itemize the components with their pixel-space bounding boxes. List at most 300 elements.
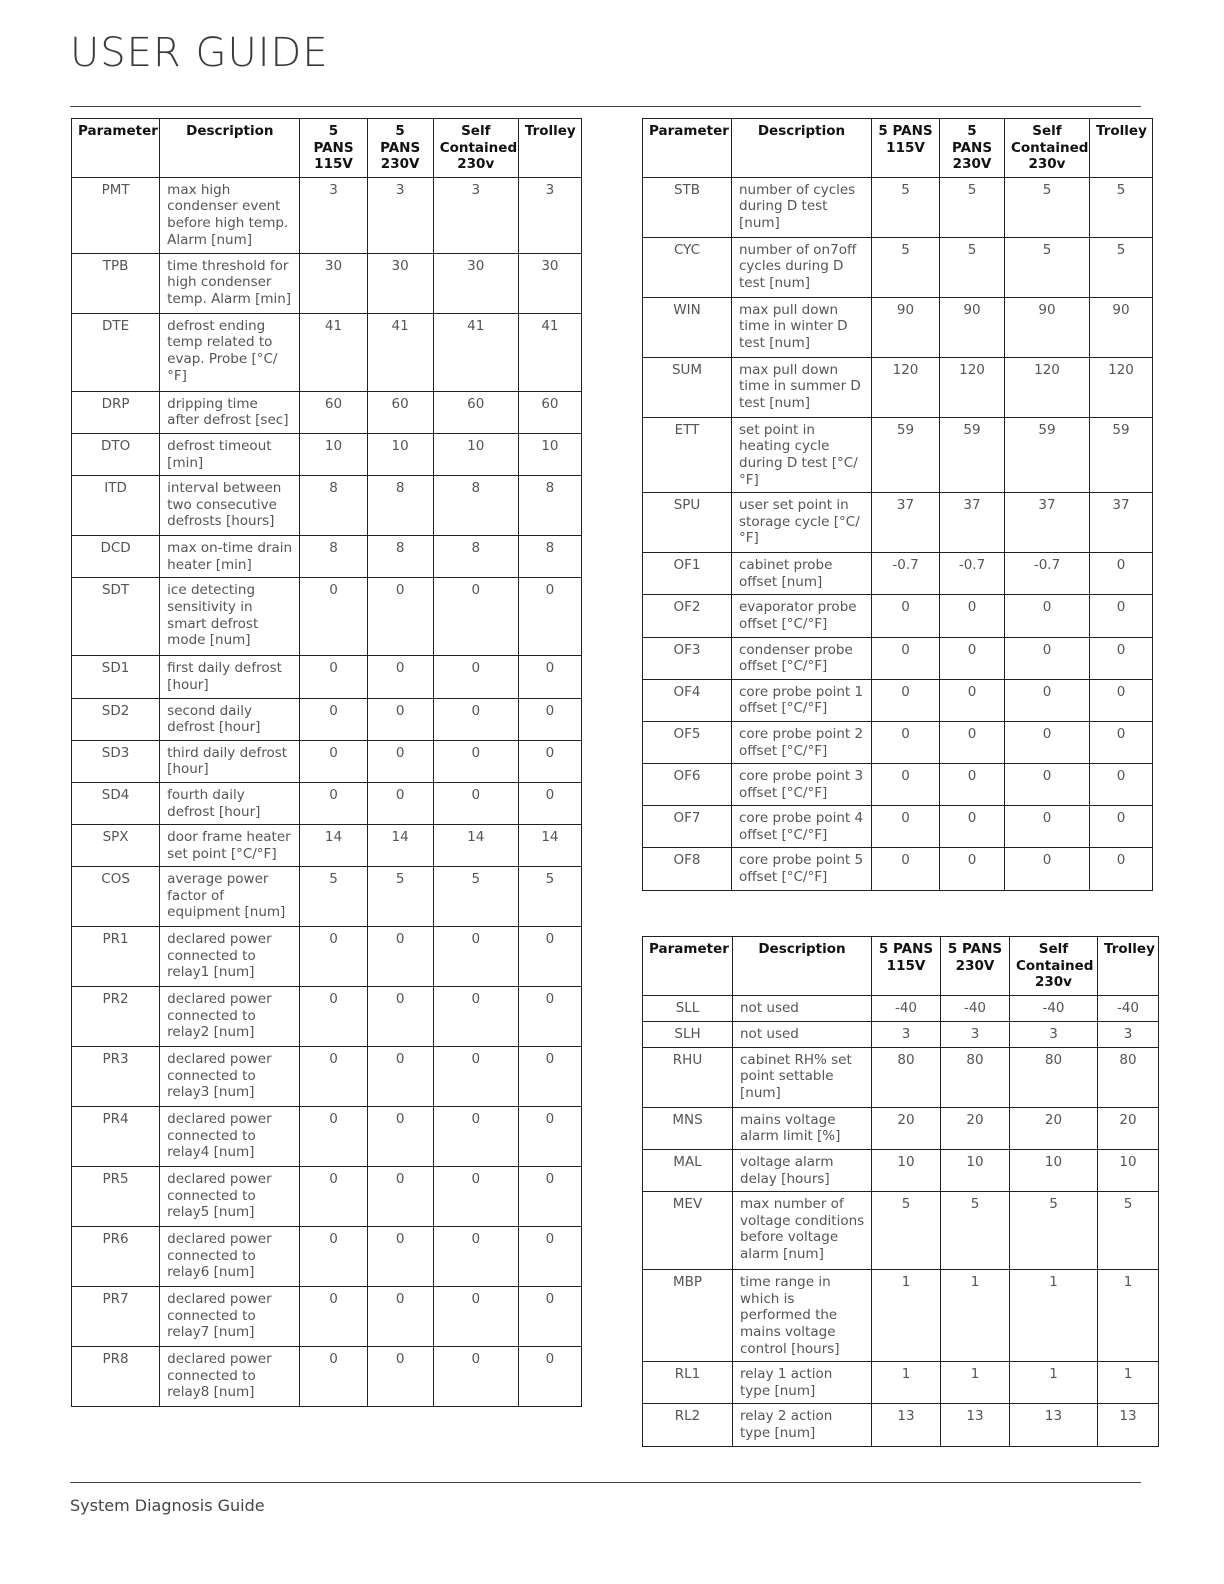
table-row	[643, 595, 1153, 637]
parameter-code: PR6	[72, 1227, 160, 1287]
parameter-value: 0	[433, 1227, 518, 1287]
table-row	[643, 297, 1153, 357]
parameter-value: 0	[872, 848, 940, 890]
parameter-value: 20	[941, 1107, 1010, 1149]
parameter-code: PMT	[72, 177, 160, 253]
parameter-value: 0	[367, 578, 433, 656]
parameter-description: not used	[733, 1021, 872, 1047]
parameter-value: 37	[940, 493, 1005, 553]
column-header: 5 PANS 115V	[872, 937, 941, 996]
table-header-row	[72, 119, 582, 178]
parameter-value: 80	[872, 1047, 941, 1107]
parameter-value: -40	[1010, 995, 1098, 1021]
parameter-description: declared power connected to relay5 [num]	[160, 1167, 300, 1227]
column-header: Description	[160, 119, 300, 178]
table-row	[643, 1362, 1159, 1404]
parameter-value: 8	[300, 536, 367, 578]
parameter-value: 3	[941, 1021, 1010, 1047]
parameter-description: time range in which is performed the mains voltage control [hours]	[733, 1270, 872, 1362]
table-row	[643, 177, 1153, 237]
parameter-description: mains voltage alarm limit [%]	[733, 1107, 872, 1149]
parameter-value: 13	[1010, 1404, 1098, 1446]
table-row	[72, 253, 582, 313]
table-row	[643, 1149, 1159, 1191]
parameter-table-right-top	[642, 118, 1153, 891]
parameter-value: 14	[518, 825, 581, 867]
parameter-value: -40	[872, 995, 941, 1021]
parameter-value: 10	[300, 433, 367, 475]
parameter-description: declared power connected to relay3 [num]	[160, 1047, 300, 1107]
parameter-value: 0	[300, 927, 367, 987]
parameter-value: 0	[940, 595, 1005, 637]
parameter-code: PR3	[72, 1047, 160, 1107]
parameter-value: 10	[367, 433, 433, 475]
parameter-description: core probe point 1 offset [°C/°F]	[732, 679, 872, 721]
parameter-value: 0	[940, 721, 1005, 763]
column-header: 5 PANS 230V	[941, 937, 1010, 996]
parameter-code: OF3	[643, 637, 732, 679]
parameter-value: 60	[367, 391, 433, 433]
parameter-value: 5	[1098, 1192, 1159, 1270]
parameter-code: PR5	[72, 1167, 160, 1227]
parameter-value: 30	[367, 253, 433, 313]
parameter-code: MAL	[643, 1149, 733, 1191]
table-header-row	[643, 119, 1153, 178]
table-row	[643, 764, 1153, 806]
parameter-value: -0.7	[940, 553, 1005, 595]
parameter-value: 8	[367, 536, 433, 578]
parameter-value: 5	[300, 867, 367, 927]
parameter-description: relay 1 action type [num]	[733, 1362, 872, 1404]
parameter-value: 0	[518, 987, 581, 1047]
parameter-value: 13	[872, 1404, 941, 1446]
parameter-value: 0	[518, 1167, 581, 1227]
parameter-value: 3	[1010, 1021, 1098, 1047]
parameter-description: max on-time drain heater [min]	[160, 536, 300, 578]
parameter-value: 10	[518, 433, 581, 475]
column-header: Self Contained 230v	[433, 119, 518, 178]
parameter-description: number of cycles during D test [num]	[732, 177, 872, 237]
parameter-description: interval between two consecutive defrosts [hours]	[160, 476, 300, 536]
parameter-value: 0	[1090, 721, 1153, 763]
parameter-code: COS	[72, 867, 160, 927]
parameter-value: 14	[433, 825, 518, 867]
column-header: Parameter	[72, 119, 160, 178]
parameter-value: 0	[433, 578, 518, 656]
table-row	[643, 806, 1153, 848]
parameter-description: core probe point 4 offset [°C/°F]	[732, 806, 872, 848]
parameter-description: declared power connected to relay4 [num]	[160, 1107, 300, 1167]
parameter-value: 5	[367, 867, 433, 927]
parameter-value: 0	[367, 1227, 433, 1287]
parameter-value: 0	[872, 679, 940, 721]
parameter-code: DTE	[72, 313, 160, 391]
parameter-value: 13	[941, 1404, 1010, 1446]
parameter-value: 0	[300, 1047, 367, 1107]
parameter-value: 5	[940, 177, 1005, 237]
parameter-description: core probe point 3 offset [°C/°F]	[732, 764, 872, 806]
parameter-code: RL2	[643, 1404, 733, 1446]
parameter-value: 90	[940, 297, 1005, 357]
header-divider	[70, 106, 1141, 107]
parameter-description: core probe point 2 offset [°C/°F]	[732, 721, 872, 763]
parameter-value: 0	[300, 1227, 367, 1287]
parameter-code: SPX	[72, 825, 160, 867]
table-row	[643, 1021, 1159, 1047]
table-row	[643, 637, 1153, 679]
table-row	[72, 1287, 582, 1347]
parameter-value: 5	[1005, 237, 1090, 297]
table-row	[72, 927, 582, 987]
parameter-value: 0	[367, 927, 433, 987]
parameter-value: 60	[518, 391, 581, 433]
parameter-value: 1	[941, 1270, 1010, 1362]
column-header: Description	[733, 937, 872, 996]
parameter-value: 0	[940, 806, 1005, 848]
parameter-value: 0	[518, 656, 581, 698]
parameter-description: declared power connected to relay7 [num]	[160, 1287, 300, 1347]
table-row	[72, 740, 582, 782]
table-row	[72, 177, 582, 253]
parameter-value: 41	[367, 313, 433, 391]
parameter-value: 5	[1090, 237, 1153, 297]
parameter-code: PR1	[72, 927, 160, 987]
parameter-description: max pull down time in winter D test [num]	[732, 297, 872, 357]
parameter-value: 0	[300, 782, 367, 824]
parameter-description: fourth daily defrost [hour]	[160, 782, 300, 824]
parameter-value: 120	[1090, 357, 1153, 417]
parameter-value: 20	[1098, 1107, 1159, 1149]
parameter-code: DTO	[72, 433, 160, 475]
parameter-value: 0	[1005, 721, 1090, 763]
parameter-value: 0	[518, 740, 581, 782]
parameter-value: 0	[872, 595, 940, 637]
parameter-value: 120	[872, 357, 940, 417]
parameter-code: RHU	[643, 1047, 733, 1107]
parameter-code: SD4	[72, 782, 160, 824]
parameter-value: 0	[1005, 679, 1090, 721]
table-row	[72, 867, 582, 927]
parameter-value: 0	[518, 698, 581, 740]
parameter-code: SLL	[643, 995, 733, 1021]
parameter-value: 8	[433, 536, 518, 578]
column-header: Parameter	[643, 119, 732, 178]
parameter-description: ice detecting sensitivity in smart defrost mode [num]	[160, 578, 300, 656]
parameter-value: 0	[367, 1047, 433, 1107]
parameter-value: 0	[518, 927, 581, 987]
parameter-value: 0	[1005, 806, 1090, 848]
parameter-value: 0	[367, 740, 433, 782]
parameter-code: DRP	[72, 391, 160, 433]
parameter-value: 5	[941, 1192, 1010, 1270]
table-row	[643, 1192, 1159, 1270]
parameter-value: 37	[872, 493, 940, 553]
parameter-code: STB	[643, 177, 732, 237]
parameter-code: SPU	[643, 493, 732, 553]
parameter-value: 14	[300, 825, 367, 867]
table-row	[72, 1107, 582, 1167]
parameter-value: 0	[940, 637, 1005, 679]
parameter-code: SD1	[72, 656, 160, 698]
parameter-value: 0	[433, 656, 518, 698]
parameter-value: 59	[940, 417, 1005, 492]
table-row	[72, 536, 582, 578]
parameter-description: number of on7off cycles during D test [num]	[732, 237, 872, 297]
parameter-code: MBP	[643, 1270, 733, 1362]
parameter-code: OF4	[643, 679, 732, 721]
parameter-value: 5	[872, 177, 940, 237]
parameter-value: 10	[433, 433, 518, 475]
parameter-value: 1	[872, 1270, 941, 1362]
table-row	[643, 493, 1153, 553]
parameter-value: 80	[1098, 1047, 1159, 1107]
parameter-value: 3	[872, 1021, 941, 1047]
parameter-value: 0	[518, 578, 581, 656]
column-header: Parameter	[643, 937, 733, 996]
parameter-value: 0	[300, 740, 367, 782]
parameter-description: declared power connected to relay1 [num]	[160, 927, 300, 987]
page-title: USER GUIDE	[70, 30, 329, 76]
column-header: Trolley	[1090, 119, 1153, 178]
parameter-code: SD3	[72, 740, 160, 782]
parameter-value: 59	[872, 417, 940, 492]
parameter-value: 0	[367, 698, 433, 740]
parameter-description: cabinet probe offset [num]	[732, 553, 872, 595]
parameter-description: user set point in storage cycle [°C/°F]	[732, 493, 872, 553]
parameter-value: 0	[940, 848, 1005, 890]
table-row	[643, 237, 1153, 297]
parameter-value: 0	[1005, 848, 1090, 890]
parameter-value: 0	[300, 1167, 367, 1227]
parameter-value: 0	[518, 1287, 581, 1347]
parameter-value: 0	[518, 1347, 581, 1407]
table-row	[643, 995, 1159, 1021]
column-header: Self Contained 230v	[1005, 119, 1090, 178]
parameter-description: third daily defrost [hour]	[160, 740, 300, 782]
parameter-value: 1	[872, 1362, 941, 1404]
parameter-description: declared power connected to relay6 [num]	[160, 1227, 300, 1287]
parameter-value: 60	[433, 391, 518, 433]
parameter-value: 5	[1005, 177, 1090, 237]
parameter-value: 1	[1098, 1362, 1159, 1404]
table-row	[72, 1347, 582, 1407]
parameter-value: 0	[872, 764, 940, 806]
table-row	[72, 698, 582, 740]
parameter-value: 0	[872, 637, 940, 679]
parameter-value: 0	[1005, 595, 1090, 637]
parameter-value: 0	[940, 764, 1005, 806]
parameter-value: 13	[1098, 1404, 1159, 1446]
parameter-code: PR8	[72, 1347, 160, 1407]
footer-text: System Diagnosis Guide	[70, 1496, 265, 1515]
parameter-value: 0	[872, 721, 940, 763]
parameter-code: SUM	[643, 357, 732, 417]
parameter-description: condenser probe offset [°C/°F]	[732, 637, 872, 679]
parameter-value: 0	[518, 782, 581, 824]
parameter-code: OF6	[643, 764, 732, 806]
parameter-value: 0	[367, 782, 433, 824]
column-header: 5 PANS 230V	[940, 119, 1005, 178]
parameter-value: 0	[1090, 848, 1153, 890]
parameter-value: 14	[367, 825, 433, 867]
table-row	[72, 1227, 582, 1287]
parameter-value: 0	[300, 1347, 367, 1407]
parameter-value: 0	[433, 927, 518, 987]
parameter-description: relay 2 action type [num]	[733, 1404, 872, 1446]
table-row	[643, 1404, 1159, 1446]
table-row	[72, 433, 582, 475]
parameter-description: second daily defrost [hour]	[160, 698, 300, 740]
parameter-value: 0	[433, 740, 518, 782]
parameter-value: 5	[1010, 1192, 1098, 1270]
parameter-value: 0	[433, 1167, 518, 1227]
parameter-description: core probe point 5 offset [°C/°F]	[732, 848, 872, 890]
table-row	[72, 782, 582, 824]
parameter-value: 0	[433, 698, 518, 740]
parameter-description: set point in heating cycle during D test [°C/°F]	[732, 417, 872, 492]
parameter-value: -0.7	[872, 553, 940, 595]
table-row	[643, 1270, 1159, 1362]
parameter-value: 59	[1090, 417, 1153, 492]
parameter-value: -40	[941, 995, 1010, 1021]
parameter-value: 0	[1090, 553, 1153, 595]
parameter-code: CYC	[643, 237, 732, 297]
parameter-value: 0	[367, 987, 433, 1047]
parameter-code: DCD	[72, 536, 160, 578]
parameter-value: 3	[433, 177, 518, 253]
parameter-value: 1	[1098, 1270, 1159, 1362]
parameter-description: defrost ending temp related to evap. Probe [°C/°F]	[160, 313, 300, 391]
parameter-value: 30	[433, 253, 518, 313]
table-row	[72, 825, 582, 867]
column-header: 5 PANS 230V	[367, 119, 433, 178]
parameter-description: first daily defrost [hour]	[160, 656, 300, 698]
parameter-description: not used	[733, 995, 872, 1021]
parameter-value: 0	[433, 1047, 518, 1107]
parameter-value: 8	[367, 476, 433, 536]
parameter-value: 8	[518, 476, 581, 536]
table-row	[72, 391, 582, 433]
parameter-description: defrost timeout [min]	[160, 433, 300, 475]
parameter-value: 0	[1090, 679, 1153, 721]
parameter-code: MEV	[643, 1192, 733, 1270]
parameter-code: OF1	[643, 553, 732, 595]
parameter-description: max high condenser event before high temp. Alarm [num]	[160, 177, 300, 253]
parameter-value: 0	[300, 698, 367, 740]
parameter-value: 41	[433, 313, 518, 391]
parameter-code: SDT	[72, 578, 160, 656]
column-header: Trolley	[518, 119, 581, 178]
parameter-code: ETT	[643, 417, 732, 492]
table-row	[643, 1047, 1159, 1107]
column-header: Self Contained 230v	[1010, 937, 1098, 996]
parameter-value: 0	[433, 987, 518, 1047]
parameter-value: 3	[300, 177, 367, 253]
parameter-table-right-bottom	[642, 936, 1159, 1447]
parameter-code: WIN	[643, 297, 732, 357]
table-row	[643, 1107, 1159, 1149]
parameter-value: 0	[1090, 637, 1153, 679]
parameter-value: 0	[300, 987, 367, 1047]
parameter-value: 10	[1010, 1149, 1098, 1191]
column-header: 5 PANS 115V	[872, 119, 940, 178]
parameter-code: OF8	[643, 848, 732, 890]
parameter-value: 30	[300, 253, 367, 313]
parameter-description: time threshold for high condenser temp. Alarm [min]	[160, 253, 300, 313]
parameter-value: 59	[1005, 417, 1090, 492]
footer-divider	[70, 1482, 1141, 1483]
parameter-description: max pull down time in summer D test [num]	[732, 357, 872, 417]
table-row	[72, 1167, 582, 1227]
parameter-value: 0	[300, 1107, 367, 1167]
parameter-value: 120	[1005, 357, 1090, 417]
column-header: 5 PANS 115V	[300, 119, 367, 178]
table-row	[72, 313, 582, 391]
parameter-value: 80	[941, 1047, 1010, 1107]
parameter-value: 0	[433, 1347, 518, 1407]
parameter-description: voltage alarm delay [hours]	[733, 1149, 872, 1191]
table-row	[643, 357, 1153, 417]
parameter-value: 5	[518, 867, 581, 927]
parameter-code: PR2	[72, 987, 160, 1047]
parameter-value: 37	[1090, 493, 1153, 553]
parameter-code: RL1	[643, 1362, 733, 1404]
parameter-value: 0	[433, 1287, 518, 1347]
parameter-value: 37	[1005, 493, 1090, 553]
parameter-value: 3	[1098, 1021, 1159, 1047]
table-row	[72, 476, 582, 536]
parameter-code: PR7	[72, 1287, 160, 1347]
table-row	[72, 987, 582, 1047]
parameter-value: 0	[300, 656, 367, 698]
parameter-value: 8	[433, 476, 518, 536]
parameter-value: 0	[367, 1287, 433, 1347]
parameter-value: 0	[518, 1227, 581, 1287]
parameter-value: 41	[300, 313, 367, 391]
parameter-value: -0.7	[1005, 553, 1090, 595]
parameter-value: 3	[367, 177, 433, 253]
parameter-value: 0	[1090, 764, 1153, 806]
parameter-description: door frame heater set point [°C/°F]	[160, 825, 300, 867]
parameter-code: SLH	[643, 1021, 733, 1047]
parameter-value: 0	[433, 1107, 518, 1167]
parameter-code: PR4	[72, 1107, 160, 1167]
table-row	[643, 679, 1153, 721]
parameter-value: 0	[367, 1347, 433, 1407]
parameter-value: 90	[1005, 297, 1090, 357]
parameter-value: 1	[1010, 1270, 1098, 1362]
parameter-value: 5	[433, 867, 518, 927]
parameter-value: 0	[1090, 806, 1153, 848]
parameter-value: 1	[941, 1362, 1010, 1404]
parameter-value: 30	[518, 253, 581, 313]
parameter-description: average power factor of equipment [num]	[160, 867, 300, 927]
parameter-value: 41	[518, 313, 581, 391]
parameter-value: 10	[1098, 1149, 1159, 1191]
parameter-value: 0	[1005, 637, 1090, 679]
table-row	[72, 578, 582, 656]
parameter-code: ITD	[72, 476, 160, 536]
parameter-description: max number of voltage conditions before voltage alarm [num]	[733, 1192, 872, 1270]
table-row	[72, 656, 582, 698]
parameter-description: dripping time after defrost [sec]	[160, 391, 300, 433]
parameter-description: evaporator probe offset [°C/°F]	[732, 595, 872, 637]
parameter-value: 90	[1090, 297, 1153, 357]
parameter-value: 20	[1010, 1107, 1098, 1149]
column-header: Trolley	[1098, 937, 1159, 996]
parameter-value: 0	[518, 1047, 581, 1107]
parameter-value: 60	[300, 391, 367, 433]
